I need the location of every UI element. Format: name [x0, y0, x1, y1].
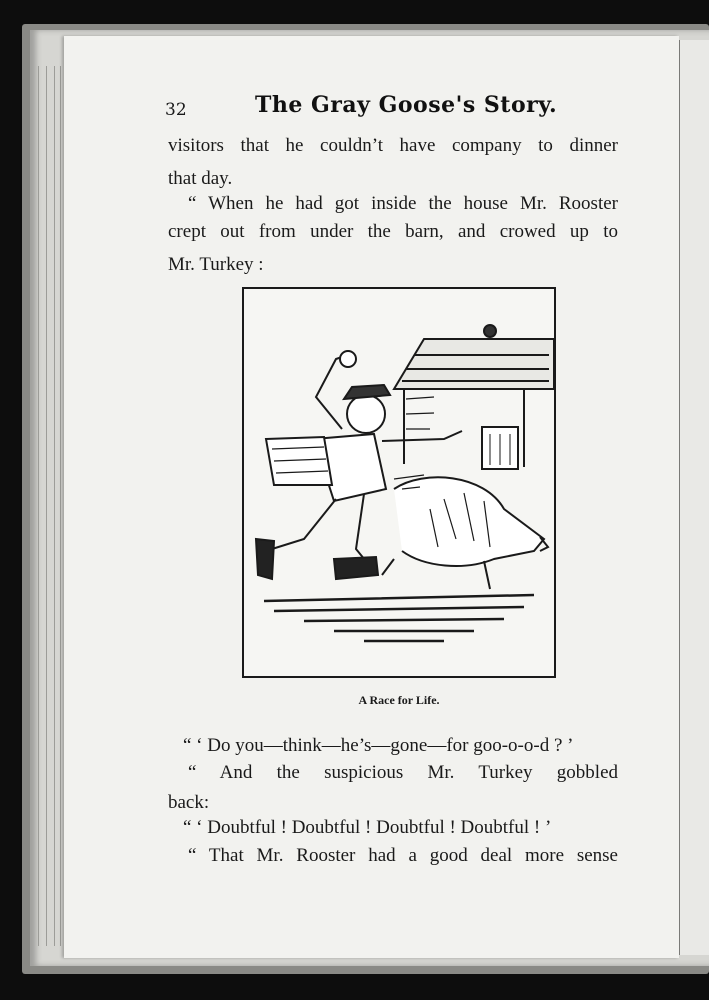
text-line: “ When he had got inside the house Mr. Rooster: [188, 193, 618, 214]
facing-page-edge: [679, 40, 709, 955]
race-drawing: [244, 289, 554, 676]
text-line: that day.: [168, 168, 233, 189]
page-number: 32: [165, 100, 187, 120]
text-line: “ ‘ Do you—think—he’s—gone—for goo-o-o-d ? ’: [183, 735, 574, 756]
illustration-caption: A Race for Life.: [358, 693, 440, 707]
page-edge-line: [38, 66, 39, 946]
text-line: back:: [168, 792, 210, 813]
page-edge-line: [54, 66, 55, 946]
running-head: The Gray Goose's Story.: [255, 92, 558, 118]
illustration: [242, 287, 556, 678]
text-line: visitors that he couldn’t have company to dinner: [168, 135, 618, 156]
text-line: Mr. Turkey :: [168, 254, 264, 275]
page-edge-line: [60, 66, 61, 946]
text-line: “ That Mr. Rooster had a good deal more sense: [188, 845, 618, 866]
text-line: “ And the suspicious Mr. Turkey gobbled: [188, 762, 618, 783]
text-line: crept out from under the barn, and crowed up to: [168, 221, 618, 242]
page-edge-line: [46, 66, 47, 946]
text-line: “ ‘ Doubtful ! Doubtful ! Doubtful ! Doubtful ! ’: [183, 817, 552, 838]
